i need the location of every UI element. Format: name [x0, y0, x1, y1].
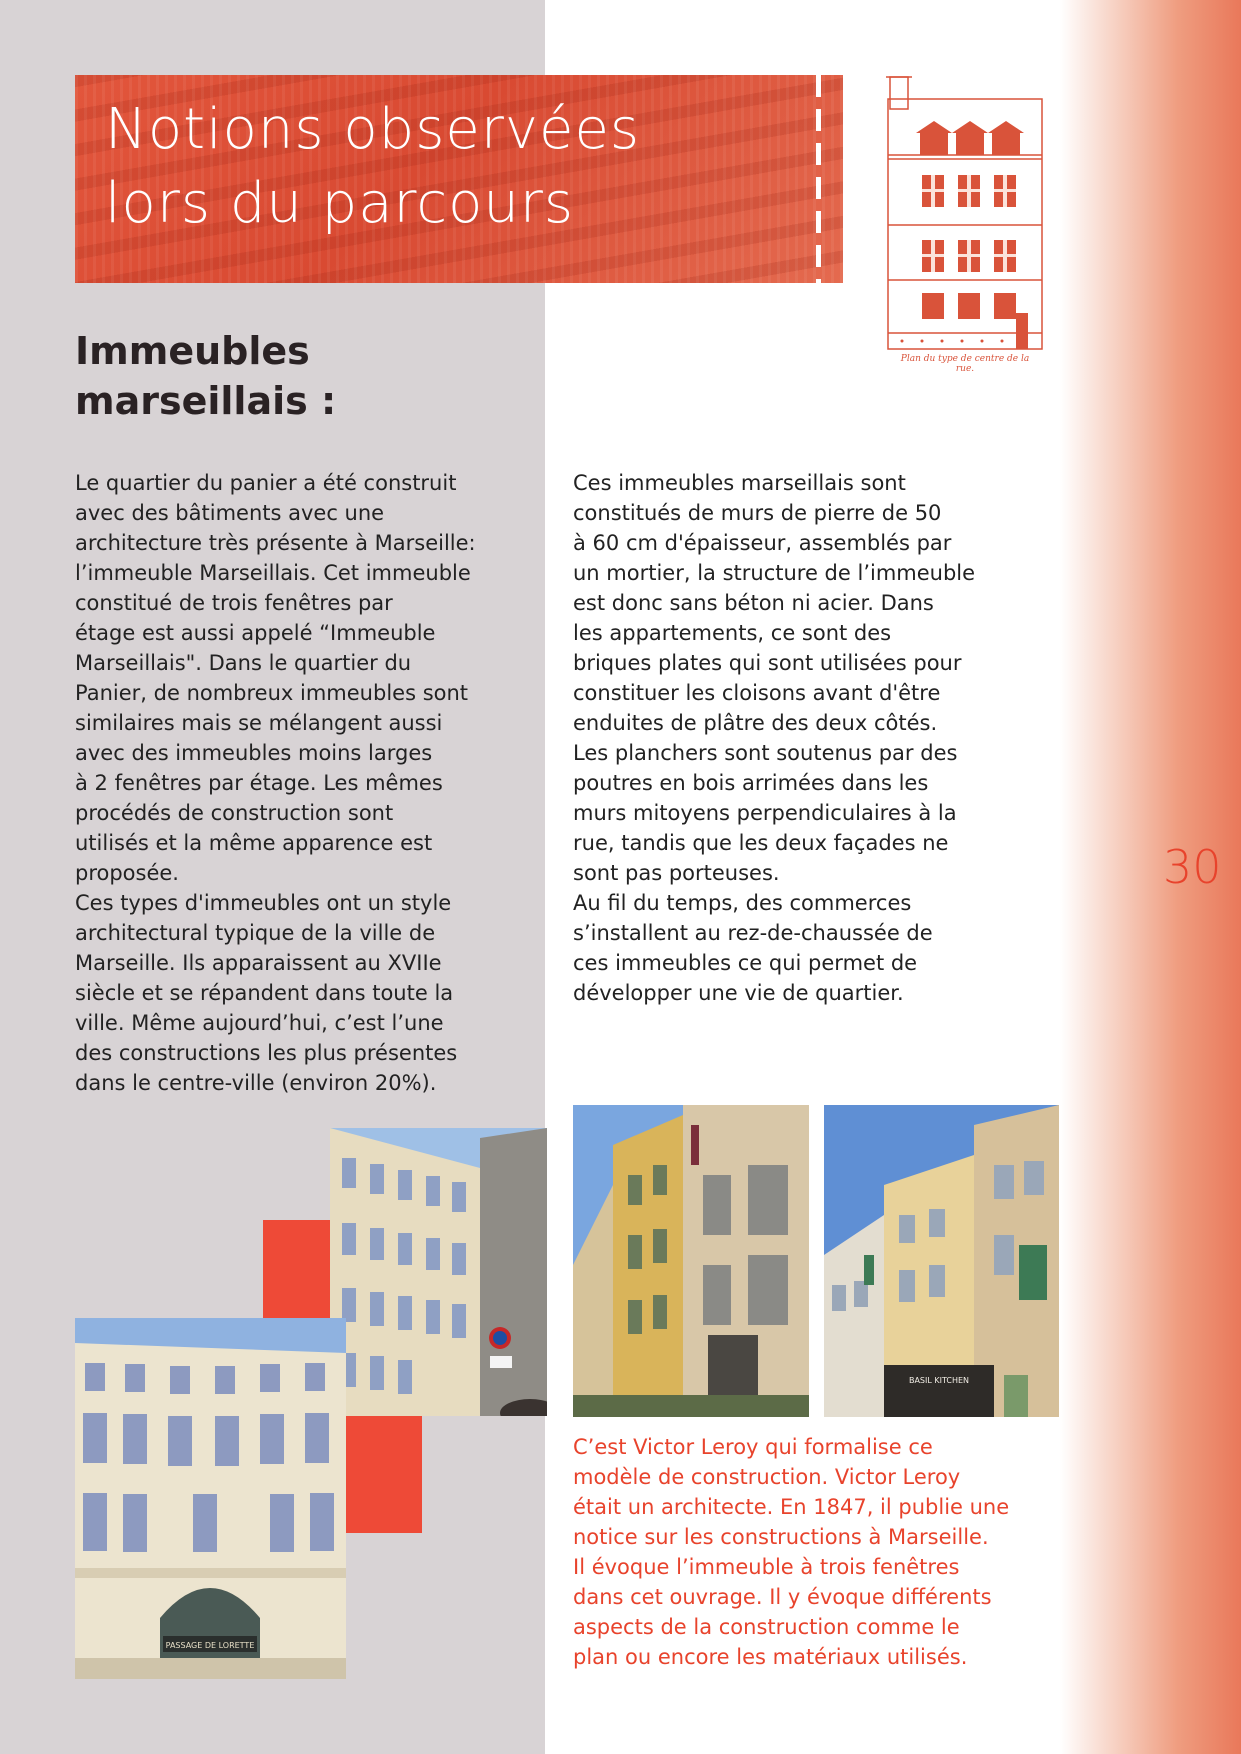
banner-dashed-line	[816, 75, 821, 283]
photo-facade-street-corner	[330, 1128, 547, 1416]
victor-leroy-caption: C’est Victor Leroy qui formalise ce modèle de construction. Victor Leroy était un architecte. En 1847, il publie une notice sur les constructions à Marseille. Il évoque l’immeuble à trois fenêtres dans cet ouvrage. Il y évoque différents aspects de la construction comme le plan ou encore les matériaux utilisés.	[573, 1435, 1010, 1669]
section-heading: Immeubles marseillais :	[75, 329, 337, 423]
photo-yellow-buildings-street	[573, 1105, 809, 1417]
photo-street-shopfront	[824, 1105, 1059, 1417]
body-text-column-2: Ces immeubles marseillais sont constitués de murs de pierre de 50 à 60 cm d'épaisseur, assemblés par un mortier, la structure de l’immeuble est donc sans béton ni acier. Dans les appartements, ce sont des briques plates qui sont utilisées pour constituer les cloisons avant d'être enduites de plâtre des deux côtés. Les planchers sont soutenus par des poutres en bois arrimées dans les murs mitoyens perpendiculaires à la rue, tandis que les deux façades ne sont pas porteuses. Au fil du temps, des commerces s’installent au rez-de-chaussée de ces immeubles ce qui permet de développer une vie de quartier.	[573, 471, 976, 1005]
page-title-line-2: lors du parcours	[105, 171, 575, 236]
building-elevation-drawing	[882, 75, 1047, 370]
page-number: 30	[1163, 840, 1222, 894]
drawing-caption: Plan du type de centre de la rue.	[900, 354, 1030, 374]
red-accent-block-bottom	[345, 1415, 422, 1533]
red-accent-block-top	[263, 1220, 333, 1320]
body-text-column-1: Le quartier du panier a été construit avec des bâtiments avec une architecture très présente à Marseille: l’immeuble Marseillais. Cet immeuble constitué de trois fenêtres par étage est aussi appelé “Immeuble Marseillais". Dans le quartier du Panier, de nombreux immeubles sont similaires mais se mélangent aussi avec des immeubles moins larges à 2 fenêtres par étage. Les mêmes procédés de construction sont utilisés et la même apparence est proposée. Ces types d'immeubles ont un style architectural typique de la ville de Marseille. Ils apparaissent au XVIIe siècle et se répandent dans toute la ville. Même aujourd’hui, c’est l’une des constructions les plus présentes dans le centre-ville (environ 20%).	[75, 471, 476, 1095]
shop-sign-text: BASIL KITCHEN	[908, 1376, 970, 1385]
page-title-line-1: Notions observées	[105, 97, 641, 162]
title-banner	[75, 75, 843, 283]
photo-facade-passage-de-lorette	[75, 1318, 346, 1679]
passage-sign-text: PASSAGE DE LORETTE	[165, 1641, 255, 1650]
